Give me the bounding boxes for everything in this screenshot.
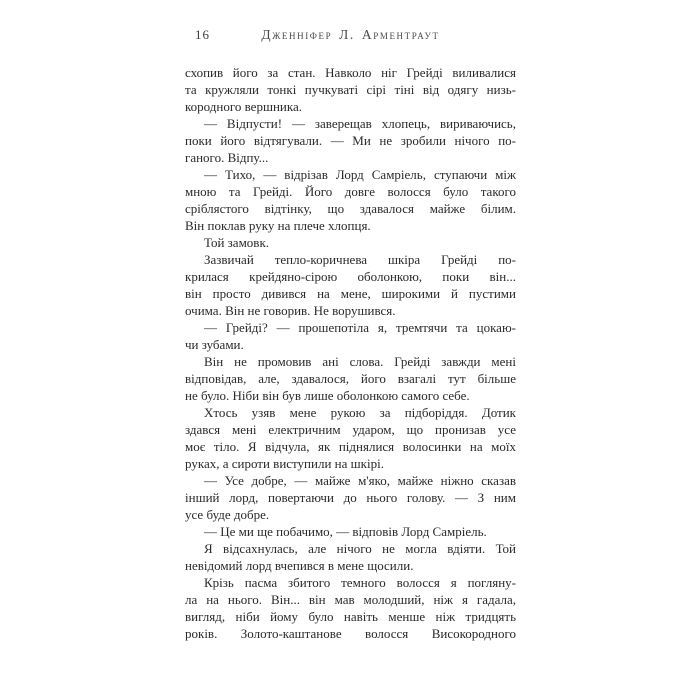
text-line: та кружляли тонкі пучкуваті сірі тіні від одягу низь- — [185, 82, 516, 97]
text-line: поки його відтягували. — Ми не зробили нічого по- — [185, 133, 516, 148]
text-line: Він не промовив ані слова. Грейді завжди мені — [204, 354, 516, 369]
text-line: — Це ми ще побачимо, — відповів Лорд Самріель. — [204, 524, 487, 539]
text-line: крилася крейдяно-сірою оболонкою, поки він... — [185, 269, 516, 284]
running-head — [185, 27, 516, 43]
text-line: відповідав, але, здавалося, його взагалі тут більше — [185, 371, 516, 386]
text-line: — Відпусти! — заверещав хлопець, вириваючись, — [204, 116, 516, 131]
text-line: мною та Грейді. Його довге волосся було такого — [185, 184, 516, 199]
text-line: чи зубами. — [185, 337, 244, 352]
text-line: Він поклав руку на плече хлопця. — [185, 218, 371, 233]
text-line: очима. Він не говорив. Не ворушився. — [185, 303, 396, 318]
page-number: 16 — [195, 27, 210, 42]
text-line: ла на нього. Він... він мав молодший, ніж я гадала, — [185, 592, 516, 607]
text-line: не було. Ніби він був лише оболонкою самого себе. — [185, 388, 470, 403]
text-line: Хтось узяв мене рукою за підборіддя. Дотик — [204, 405, 516, 420]
text-line: Зазвичай тепло-коричнева шкіра Грейді по- — [204, 252, 516, 267]
text-line: — Тихо, — відрізав Лорд Самріель, ступаючи між — [204, 167, 516, 182]
text-line: — Усе добре, — майже м'яко, майже ніжно сказав — [204, 473, 516, 488]
text-line: невідомий лорд вчепився в мене щосили. — [185, 558, 414, 573]
text-line: здався мені електричним ударом, що пронизав усе — [185, 422, 516, 437]
text-line: ганого. Відпу... — [185, 150, 269, 165]
text-line: сріблястого відтінку, що здавалося майже білим. — [185, 201, 516, 216]
text-line: він просто дивився на мене, широкими й пустими — [185, 286, 516, 301]
text-line: схопив його за стан. Навколо ніг Грейді виливалися — [185, 65, 516, 80]
text-line: — Грейді? — прошепотіла я, тремтячи та цокаю- — [204, 320, 516, 335]
text-line: моє тіло. Я відчула, як піднялися волосинки на моїх — [185, 439, 516, 454]
text-line: усе буде добре. — [185, 507, 270, 522]
text-line: років. Золото-каштанове волосся Високородного — [185, 626, 516, 641]
text-line: Я відсахнулась, але нічого не могла вдіяти. Той — [204, 541, 516, 556]
text-line: вигляд, ніби йому було навіть менше ніж тридцять — [185, 609, 516, 624]
text-line: інший лорд, повертаючи до нього голову. — З ним — [185, 490, 516, 505]
text-line: руках, а сироти виступили на шкірі. — [185, 456, 384, 471]
text-line: Той замовк. — [204, 235, 270, 250]
text-line: кородного вершника. — [185, 99, 303, 114]
running-title: Дженніфер Л. Арментраут — [261, 27, 440, 42]
text-line: Крізь пасма збитого темного волосся я погляну- — [204, 575, 516, 590]
page-body — [185, 64, 516, 642]
